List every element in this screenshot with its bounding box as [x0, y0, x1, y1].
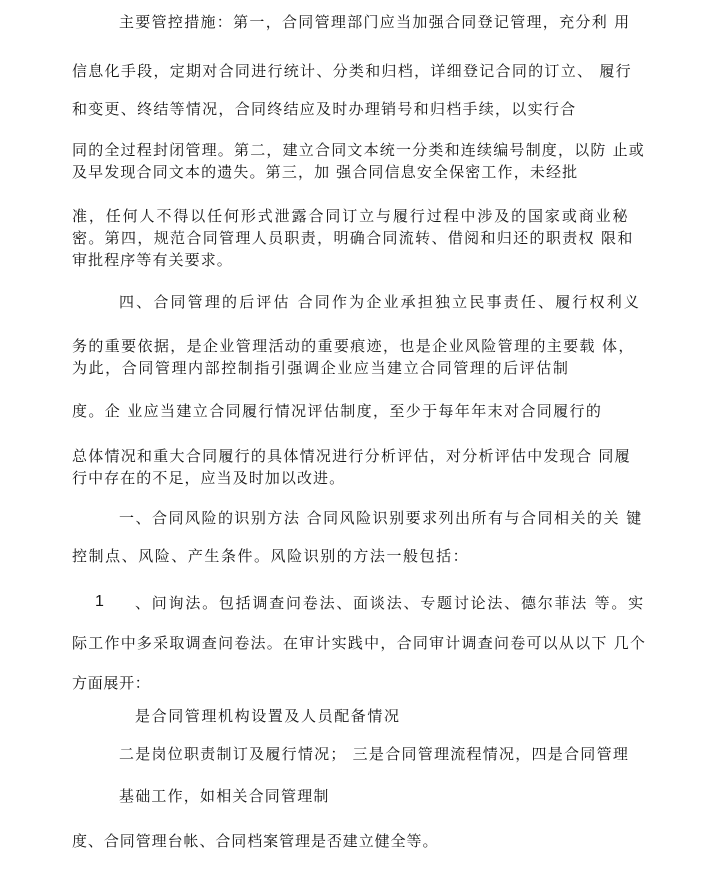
- section-heading-line: 一、合同风险的识别方法 合同风险识别要求列出所有与合同相关的关 键: [119, 509, 643, 527]
- text-line: 为此，合同管理内部控制指引强调企业应当建立合同管理的后评估制: [72, 359, 570, 377]
- text-line: 信息化手段，定期对合同进行统计、分类和归档，详细登记合同的订立、 履行: [72, 62, 632, 80]
- section-heading-line: 四、合同管理的后评估 合同作为企业承担独立民事责任、履行权利义: [119, 293, 642, 311]
- text-line: 及早发现合同文本的遗失。第三，加 强合同信息安全保密工作，未经批: [72, 163, 579, 181]
- text-line: 方面展开：: [72, 674, 151, 692]
- text-line: 二是岗位职责制订及履行情况； 三是合同管理流程情况，四是合同管理: [119, 745, 630, 763]
- text-line: 行中存在的不足，应当及时加以改进。: [72, 469, 346, 487]
- text-line: 际工作中多采取调查问卷法。在审计实践中，合同审计调查问卷可以从以下 几个: [72, 634, 647, 652]
- text-line: 主要管控措施：第一，合同管理部门应当加强合同登记管理，充分利 用: [119, 13, 631, 31]
- text-line: 是合同管理机构设置及人员配备情况: [135, 707, 401, 725]
- text-line: 总体情况和重大合同履行的具体情况进行分析评估，对分析评估中发现合 同履: [72, 447, 631, 465]
- text-line: 务的重要依据，是企业管理活动的重要痕迹，也是企业风险管理的主要载 体，: [72, 337, 635, 355]
- text-line: 基础工作，如相关合同管理制: [119, 787, 330, 805]
- text-line: 审批程序等有关要求。: [72, 251, 233, 269]
- list-number: 1: [95, 593, 105, 610]
- text-line: 密。第四，规范合同管理人员职责，明确合同流转、借阅和归还的职责权 限和: [72, 229, 634, 247]
- text-line: 和变更、终结等情况，合同终结应及时办理销号和归档手续，以实行合: [72, 100, 577, 118]
- text-line: 度。企 业应当建立合同履行情况评估制度，至少于每年年末对合同履行的: [72, 402, 603, 420]
- text-line: 准，任何人不得以任何形式泄露合同订立与履行过程中涉及的国家或商业秘: [72, 207, 630, 225]
- text-line: 控制点、风险、产生条件。风险识别的方法一般包括：: [72, 547, 470, 565]
- text-line: 度、合同管理台帐、合同档案管理是否建立健全等。: [72, 832, 439, 850]
- text-line: 、问询法。包括调查问卷法、面谈法、专题讨论法、德尔菲法 等。实: [135, 594, 645, 612]
- text-line: 同的全过程封闭管理。第二，建立合同文本统一分类和连续编号制度，以防 止或: [72, 141, 645, 159]
